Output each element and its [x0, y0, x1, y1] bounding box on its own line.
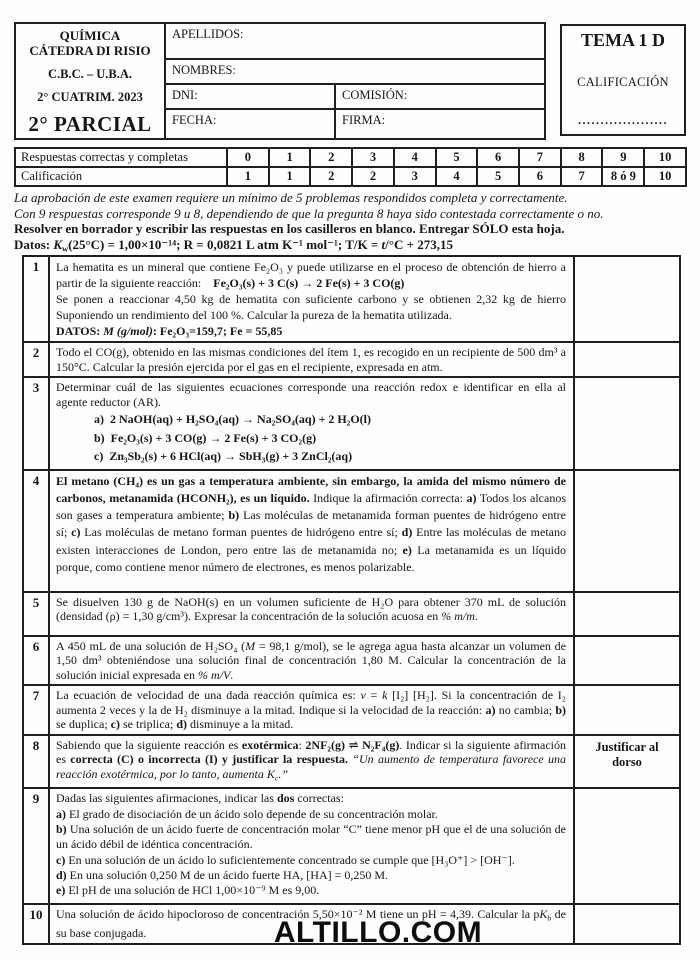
score-table-body [15, 148, 686, 186]
question-text [49, 592, 574, 636]
term-label: 2° CUATRIM. 2023 [37, 90, 143, 104]
answer-box [574, 342, 680, 377]
fecha-label: FECHA: [172, 113, 217, 127]
score-cell: 0 [227, 148, 269, 167]
equation-line: a) 2 NaOH(aq) + H₂SO₄(aq) → Na₂SO₄(aq) + 2 H₂O(l) [94, 412, 372, 426]
answer-note: Justificar al dorso [595, 739, 659, 769]
question-paragraph: La hematita es un mineral que contiene Fe₂O₃ y puede utilizarse en el proceso de obtención de hierro a partir de la siguiente reacción: Fe₂O₃(s) + 3 C(s) → 2 Fe(s) + 3 CO(g) [56, 260, 566, 290]
instruction-line-2: Con 9 respuestas corresponde 9 u 8, dependiendo de que la pregunta 8 haya sido contestada correctamente o no. [14, 205, 604, 221]
question-row [23, 342, 680, 377]
score-cell: 4 [436, 167, 478, 186]
score-row-label: Respuestas correctas y completas [15, 148, 227, 167]
question-row [23, 256, 680, 342]
question-text [49, 470, 574, 592]
dni-field[interactable] [166, 85, 334, 108]
question-text [49, 256, 574, 342]
question-paragraph: b) Una solución de un ácido fuerte de concentración molar “C” tiene menor pH que el de una solución de un ácido débil de idéntica concentración. [56, 821, 566, 852]
score-cell: 8 [561, 148, 603, 167]
score-cell: 6 [519, 167, 561, 186]
question-paragraph: La ecuación de velocidad de una dada reacción química es: v = k [I₂] [H₂]. Si la concentración de I₂ aumenta 2 veces y la de H₂ disminuye a la mitad. Indique si la velocidad de la reacción: a) no cambia; b) se duplica; c) se triplica; d) disminuye a la mitad. [56, 688, 566, 731]
score-row-label: Calificación [15, 167, 227, 186]
datos-line: Datos: $K_w(25^\circ C) = 1,00\times 10^{-14}$; R = 0,0821 L atm K⁻¹ mol⁻¹; T/K = t/°C + 273,15 [14, 236, 454, 254]
score-cell: 8 ó 9 [602, 167, 644, 186]
question-row [23, 592, 680, 636]
question-number: 10 [23, 904, 49, 943]
question-row [23, 636, 680, 686]
score-cell: 10 [644, 167, 686, 186]
comision-label: COMISIÓN: [342, 88, 408, 102]
question-text [49, 788, 574, 904]
calificacion-dotted-line: .................... [578, 113, 668, 127]
score-cell: 2 [310, 167, 352, 186]
question-text [49, 636, 574, 686]
answer-box [574, 377, 680, 470]
question-paragraph: Determinar cuál de las siguientes ecuaciones corresponde una reacción redox e identificar en ella al agente reductor (AR). [56, 380, 566, 409]
course-title-line1: QUÍMICA [59, 28, 121, 43]
question-number: 6 [23, 636, 49, 686]
answer-box [574, 256, 680, 342]
score-cell: 9 [602, 148, 644, 167]
score-cell: 1 [269, 167, 311, 186]
tema-label: TEMA 1 D [580, 30, 665, 50]
question-paragraph: d) En una solución 0,250 M de un ácido fuerte HA, [HA] = 0,250 M. [56, 867, 389, 882]
question-paragraph: Una solución de ácido hipocloroso de concentración 5,50×10⁻² M tiene un pH = 4,39. Calcular la $pK_b$ de su base conjugada. [56, 907, 566, 941]
header-grade-box [560, 24, 686, 136]
instructions-block [14, 190, 694, 257]
instruction-line-3: Resolver en borrador y escribir las respuestas en los casilleros en blanco. Entregar SÓLO esta hoja. [14, 221, 565, 236]
score-cell: 3 [394, 167, 436, 186]
calificacion-label: CALIFICACIÓN [577, 74, 669, 89]
score-cell: 5 [436, 148, 478, 167]
question-paragraph: A 450 mL de una solución de H₂SO₄ (M = 98,1 g/mol), se le agrega agua hasta alcanzar un volumen de 1,50 dm³ obteniéndose una solución final de concentración 1,80 M. Calcular la concentración de la solución inicial expresada en % m/V. [56, 638, 566, 682]
institution-label: C.B.C. – U.B.A. [47, 67, 133, 81]
score-cell: 2 [310, 148, 352, 167]
question-text [49, 342, 574, 377]
answer-box [574, 788, 680, 904]
question-paragraph: Se disuelven 130 g de NaOH(s) en un volumen suficiente de H₂O para obtener 370 mL de solución (densidad (ρ) = 1,30 g/cm³). Expresar la concentración de la solución acuosa en % m/m. [56, 594, 566, 623]
dni-label: DNI: [172, 88, 198, 102]
answer-box [574, 470, 680, 592]
question-paragraph: Se ponen a reaccionar 4,50 kg de hematita con suficiente carbono y se obtienen 2,32 kg de hierro Suponiendo un rendimiento del 100 %. Calcular la pureza de la hematita utilizada. [56, 292, 566, 322]
question-row [23, 470, 680, 592]
question-paragraph: e) El pH de una solución de HCl 1,00×10⁻⁹ M es 9,00. [56, 883, 320, 898]
question-paragraph: El metano (CH₄) es un gas a temperatura ambiente, sin embargo, la amida del mismo número de carbonos, metanamida (HCONH₂), es un líquido. Indique la afirmación correcta: a) Todos los alcanos son gases a temperatura ambiente; b) Las moléculas de metanamida forman puentes de hidrógeno entre sí; c) Las moléculas de metano forman puentes de hidrógeno entre sí; d) Entre las moléculas de metano existen interacciones de London, pero entre las de metanamida no; e) La metanamida es un líquido porque, como contiene menor número de electrones, es menos polarizable. [56, 473, 567, 574]
score-table [14, 147, 687, 187]
score-cell: 1 [269, 148, 311, 167]
answer-box [574, 636, 680, 686]
answer-box [574, 735, 680, 789]
score-cell: 7 [561, 167, 603, 186]
header-course-box [14, 22, 166, 140]
question-number: 5 [23, 592, 49, 636]
question-paragraph: Dadas las siguientes afirmaciones, indicar las dos correctas: [56, 791, 344, 806]
score-cell: 7 [519, 148, 561, 167]
answer-box [574, 592, 680, 636]
question-row [23, 685, 680, 735]
score-cell: 10 [644, 148, 686, 167]
questions-table-body [23, 256, 680, 944]
nombres-label: NOMBRES: [172, 63, 236, 77]
question-number: 9 [23, 788, 49, 904]
question-paragraph: Sabiendo que la siguiente reacción es exotérmica: 2NF₂(g) ⇌ N₂F₄(g). Indicar si la siguiente afirmación es correcta (C) o incorrecta (I) y justificar la respuesta. “Un aumento de temperatura favorece una reacción exotérmica, por lo tanto, aumenta $K_c$.” [56, 737, 566, 782]
score-cell: 5 [477, 167, 519, 186]
course-title-line2: CÁTEDRA DI RISIO [29, 43, 151, 58]
score-cell: 4 [394, 148, 436, 167]
questions-table [22, 255, 681, 945]
question-row [23, 788, 680, 904]
question-paragraph: DATOS: M (g/mol): Fe₂O₃=159,7; Fe = 55,85 [56, 324, 283, 338]
fecha-field[interactable] [166, 110, 334, 138]
nombres-field[interactable] [166, 58, 544, 83]
score-cell: 2 [352, 167, 394, 186]
question-paragraph: c) En una solución de un ácido lo suficientemente concentrado se cumple que [H₃O⁺] > [OH⁻]. [56, 852, 515, 867]
answer-box [574, 685, 680, 735]
firma-label: FIRMA: [342, 113, 386, 127]
apellidos-label: APELLIDOS: [172, 27, 244, 41]
question-number: 3 [23, 377, 49, 470]
question-text [49, 735, 574, 789]
question-row [23, 735, 680, 789]
score-row [15, 148, 686, 167]
question-number: 7 [23, 685, 49, 735]
instruction-line-1: La aprobación de este examen requiere un mínimo de 5 problemas respondidos completa y correctamente. [14, 190, 568, 205]
exam-title: 2° PARCIAL [28, 112, 152, 136]
equation-line: b) Fe₂O₃(s) + 3 CO(g) → 2 Fe(s) + 3 CO₂(g) [94, 430, 317, 445]
question-number: 1 [23, 256, 49, 342]
score-cell: 3 [352, 148, 394, 167]
score-row [15, 167, 686, 186]
question-number: 4 [23, 470, 49, 592]
question-paragraph: Todo el CO(g), obtenido en las mismas condiciones del ítem 1, es recogido en un recipiente de 500 dm³ a 150°C. Calcular la presión ejercida por el gas en el recipiente, expresada en atm. [56, 345, 566, 374]
comision-field[interactable] [334, 85, 544, 108]
question-row [23, 377, 680, 470]
question-number: 2 [23, 342, 49, 377]
apellidos-field[interactable] [166, 24, 544, 58]
question-paragraph: a) El grado de disociación de un ácido solo depende de su concentración molar. [56, 806, 438, 821]
question-number: 8 [23, 735, 49, 789]
question-text [49, 685, 574, 735]
watermark: ALTILLO.COM [273, 916, 483, 949]
score-cell: 6 [477, 148, 519, 167]
header-student-box [166, 22, 546, 140]
equation-line: c) Zn₃Sb₂(s) + 6 HCl(aq) → SbH₃(g) + 3 ZnCl₂(aq) [94, 449, 353, 463]
score-cell: 1 [227, 167, 269, 186]
question-text [49, 377, 574, 470]
firma-field[interactable] [334, 110, 544, 138]
